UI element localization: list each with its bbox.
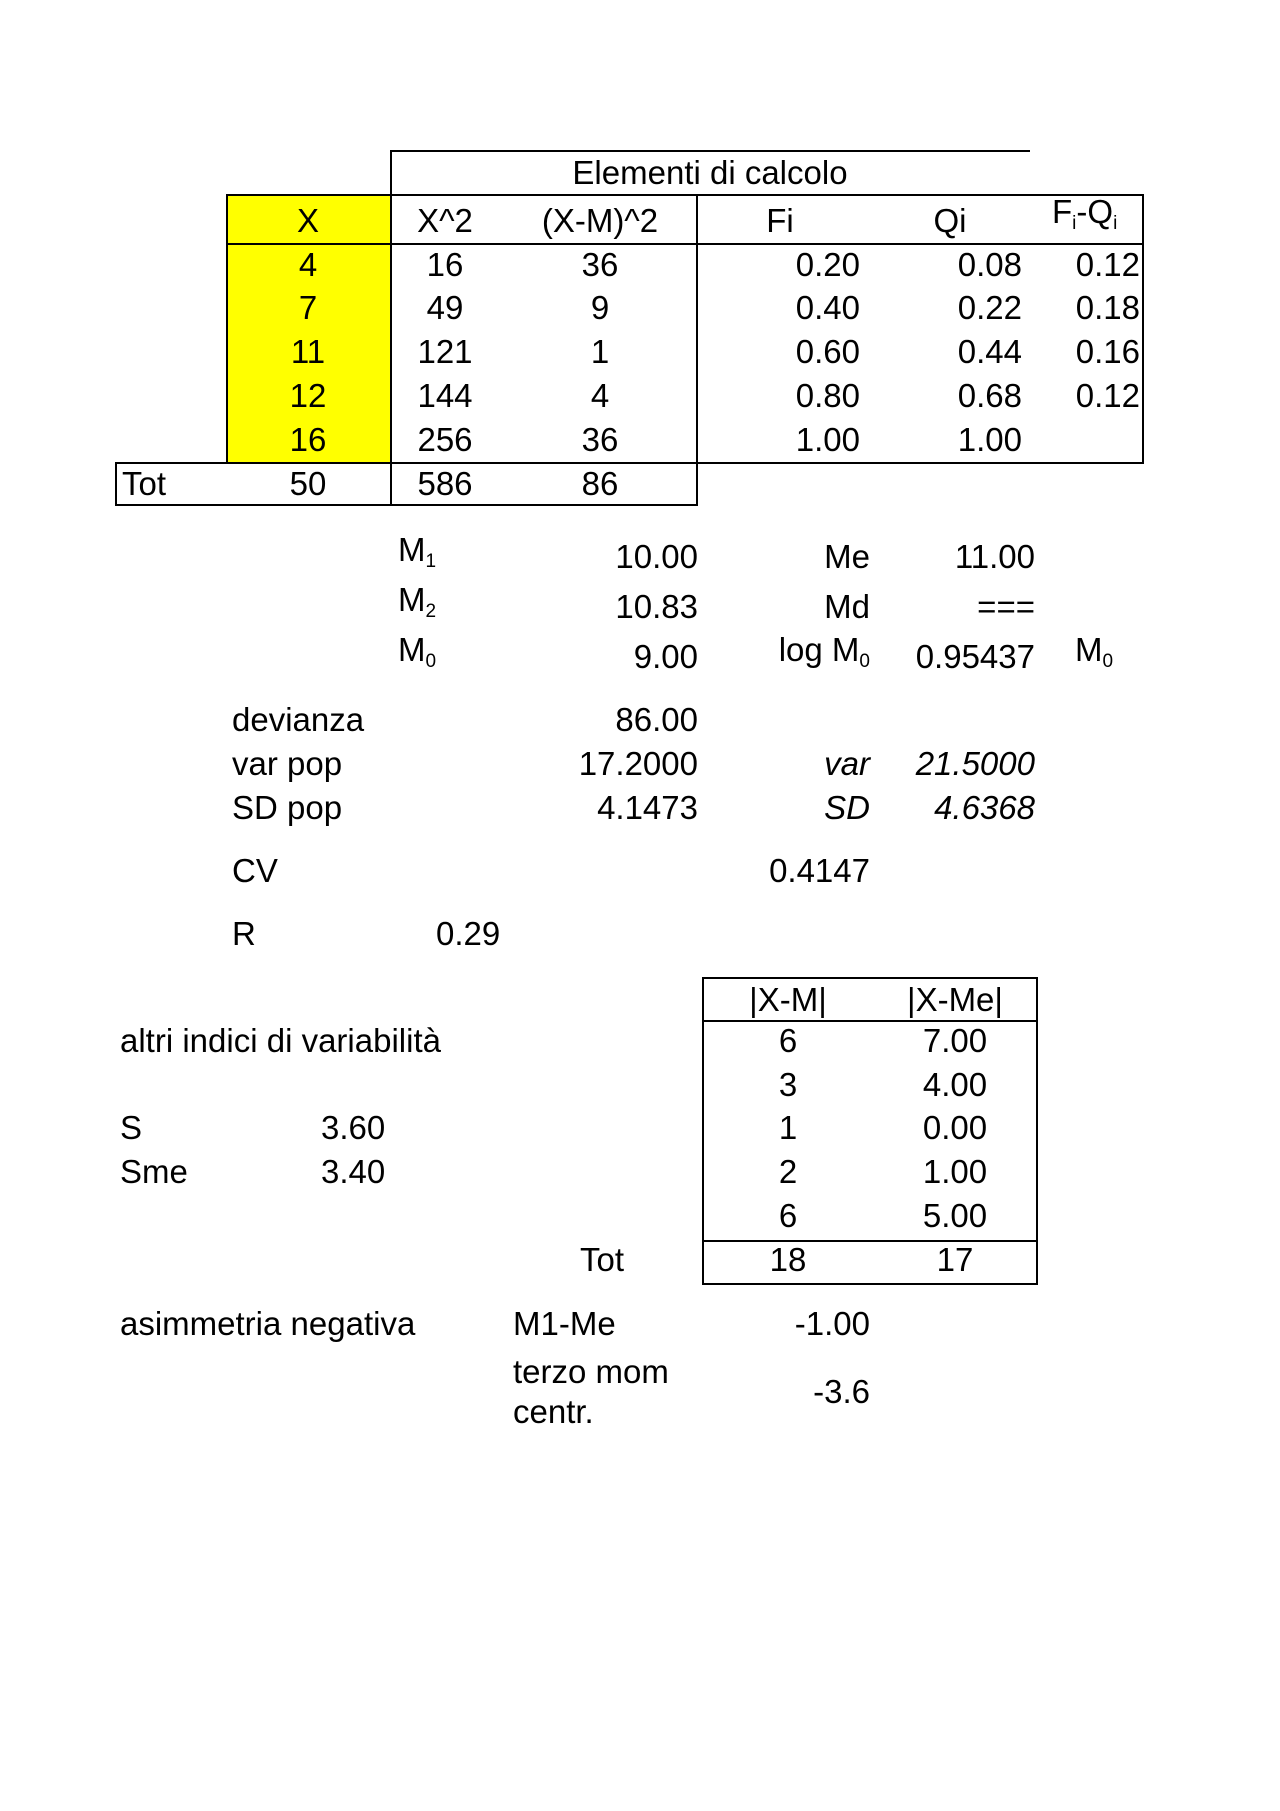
table-cell-x: 12	[289, 377, 327, 414]
total-x2: 586	[417, 465, 473, 502]
m1me-label: M1-Me	[513, 1305, 616, 1342]
total-xm2: 86	[581, 465, 619, 502]
table-cell-x: 4	[298, 246, 318, 283]
col-header-fi-qi: $F_i-Q_i$	[1052, 193, 1118, 234]
table-cell-fi: 0.20	[795, 246, 860, 283]
abs-col-header-xme: |X-Me|	[907, 981, 1003, 1018]
x-col-divider	[390, 194, 392, 506]
table-cell-xm2: 9	[590, 289, 610, 326]
logm0-label: $\log M_0$	[778, 631, 870, 672]
r-value: 0.29	[436, 915, 501, 952]
third-moment-label-line2: centr.	[513, 1393, 594, 1430]
s-label: S	[120, 1109, 143, 1146]
table-cell-qi: 0.08	[957, 246, 1022, 283]
table-cell-x2: 144	[417, 377, 473, 414]
m1me-value: -1.00	[794, 1305, 870, 1342]
table-cell-x: 11	[290, 333, 326, 370]
table-cell-x2: 49	[426, 289, 464, 326]
table-cell-fi: 0.40	[795, 289, 860, 326]
m2-label: $M_2$	[398, 581, 437, 622]
m1-label: $M_1$	[398, 531, 437, 572]
sdpop-label: SD pop	[232, 789, 343, 826]
col-header-x: X	[296, 202, 319, 239]
abs-cell-xme: 0.00	[922, 1109, 988, 1146]
group-header: Elementi di calcolo	[572, 154, 848, 191]
col-header-xm2: (X-M)^2	[541, 202, 659, 239]
group-header-line	[390, 150, 1030, 152]
table-cell-fi: 0.60	[795, 333, 860, 370]
abs-total-xm: 18	[769, 1241, 807, 1278]
devianza-label: devianza	[232, 701, 365, 738]
devianza-value: 86.00	[615, 701, 698, 738]
table-cell-xm2: 36	[581, 421, 619, 458]
total-label: Tot	[122, 465, 167, 502]
table-cell-qi: 0.68	[957, 377, 1022, 414]
abs-cell-xm: 1	[778, 1109, 798, 1146]
abs-cell-xm: 6	[778, 1022, 798, 1059]
table-cell-qi: 0.44	[957, 333, 1022, 370]
table-cell-fq: 0.16	[1075, 333, 1140, 370]
m0-label: $M_0$	[398, 631, 437, 672]
sdpop-value: 4.1473	[597, 789, 698, 826]
table-cell-x: 7	[298, 289, 318, 326]
abs-cell-xme: 5.00	[922, 1197, 988, 1234]
table-cell-fq: 0.18	[1075, 289, 1140, 326]
table-cell-fi: 0.80	[795, 377, 860, 414]
table-cell-x2: 256	[417, 421, 473, 458]
total-x: 50	[289, 465, 327, 502]
table-cell-xm2: 4	[590, 377, 610, 414]
calc-col-divider	[696, 194, 698, 506]
abs-total-label: Tot	[580, 1241, 625, 1278]
abs-cell-xme: 1.00	[922, 1153, 988, 1190]
other-indices-title: altri indici di variabilità	[120, 1022, 441, 1059]
col-header-fi: Fi	[766, 202, 794, 239]
m0-value: 9.00	[633, 638, 698, 675]
abs-cell-xm: 6	[778, 1197, 798, 1234]
sd-value: 4.6368	[934, 789, 1035, 826]
s-value: 3.60	[321, 1109, 386, 1146]
me-label: Me	[824, 538, 870, 575]
third-moment-value: -3.6	[813, 1373, 870, 1410]
abs-cell-xm: 3	[778, 1066, 798, 1103]
cv-label: CV	[232, 852, 278, 889]
me-value: 11.00	[954, 538, 1035, 575]
abs-cell-xm: 2	[778, 1153, 798, 1190]
table-cell-xm2: 36	[581, 246, 619, 283]
table-cell-fq: 0.12	[1075, 246, 1140, 283]
abs-col-header-xm: |X-M|	[749, 981, 827, 1018]
sme-value: 3.40	[321, 1153, 386, 1190]
logm0-value: 0.95437	[915, 638, 1035, 675]
table-cell-qi: 1.00	[957, 421, 1022, 458]
cv-value: 0.4147	[769, 852, 870, 889]
md-label: Md	[824, 588, 870, 625]
abs-total-xme: 17	[936, 1241, 974, 1278]
abs-cell-xme: 7.00	[922, 1022, 988, 1059]
asymmetry-label: asimmetria negativa	[120, 1305, 416, 1342]
r-label: R	[232, 915, 256, 952]
table-cell-qi: 0.22	[957, 289, 1022, 326]
m0-side-label: $M_0$	[1075, 631, 1114, 672]
table-cell-xm2: 1	[590, 333, 610, 370]
varpop-label: var pop	[232, 745, 343, 782]
table-cell-fi: 1.00	[795, 421, 860, 458]
table-cell-x2: 16	[426, 246, 464, 283]
col-header-qi: Qi	[933, 202, 967, 239]
m2-value: 10.83	[615, 588, 698, 625]
table-cell-fq: 0.12	[1075, 377, 1140, 414]
var-value: 21.5000	[915, 745, 1035, 782]
varpop-value: 17.2000	[578, 745, 698, 782]
table-cell-x2: 121	[417, 333, 473, 370]
var-label: var	[824, 745, 870, 782]
m1-value: 10.00	[615, 538, 698, 575]
abs-cell-xme: 4.00	[922, 1066, 988, 1103]
sme-label: Sme	[120, 1153, 188, 1190]
sd-label: SD	[824, 789, 870, 826]
col-header-x2: X^2	[417, 202, 473, 239]
md-value: ===	[977, 588, 1035, 625]
table-cell-x: 16	[289, 421, 327, 458]
third-moment-label-line1: terzo mom	[513, 1353, 669, 1390]
